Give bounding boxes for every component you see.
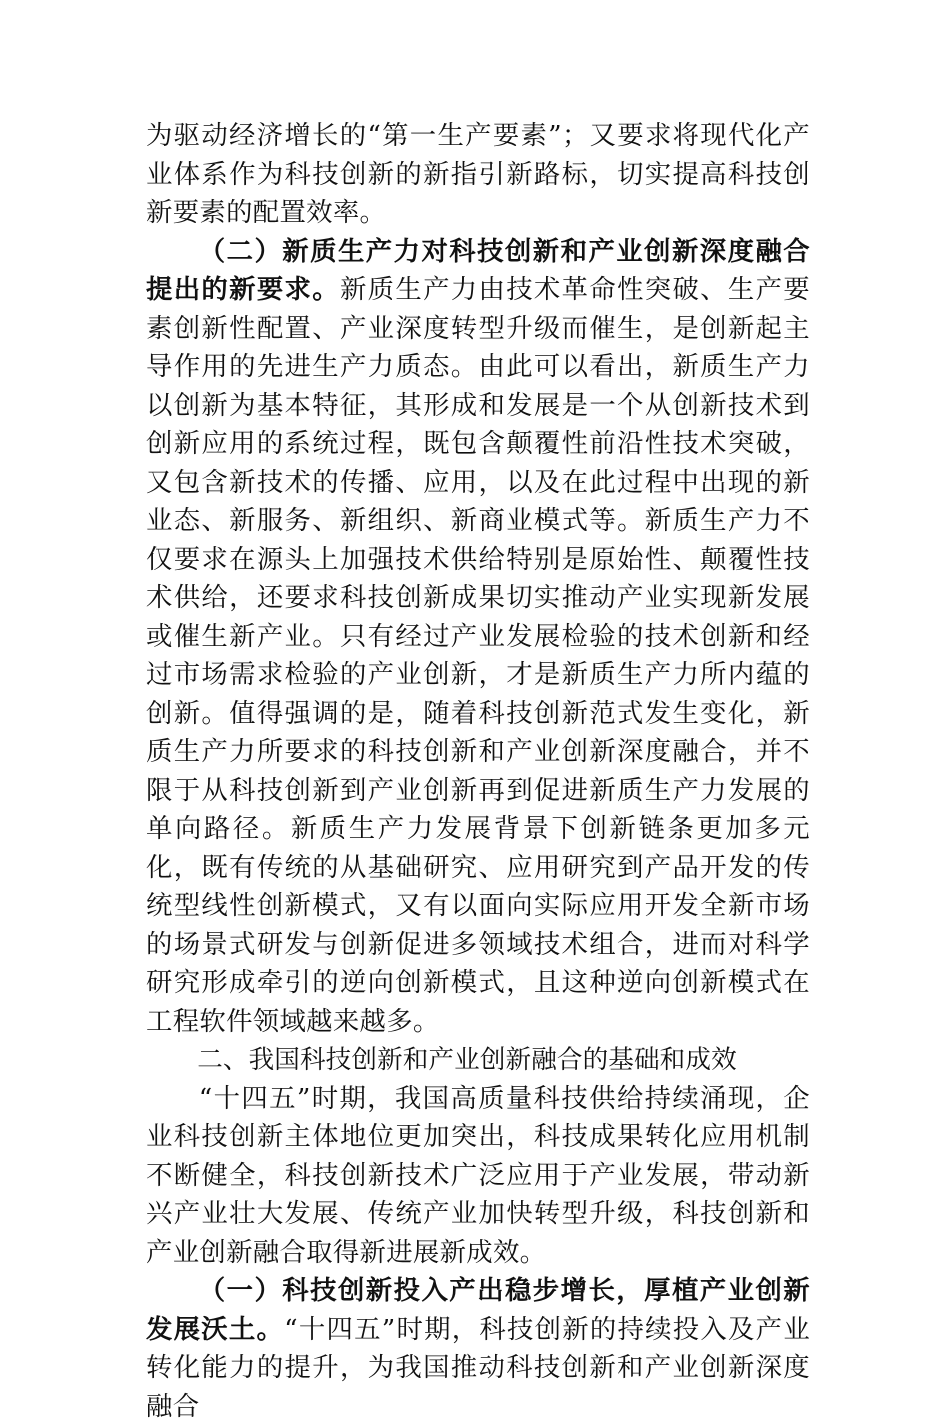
paragraph-continuation bbox=[146, 117, 810, 233]
paragraph-body: “十四五”时期，科技创新的持续投入及产业转化能力的提升，为我国推动科技创新和产业创新深度融合 bbox=[146, 1313, 811, 1422]
paragraph-body: 新质生产力由技术革命性突破、生产要素创新性配置、产业深度转型升级而催生，是创新起主导作用的先进生产力质态。由此可以看出，新质生产力以创新为基本特征，其形成和发展是一个从创新技术到创新应用的系统过程，既包含颠覆性前沿性技术突破，又包含新技术的传播、应用，以及在此过程中出现的新业态、新服务、新组织、新商业模式等。新质生产力不仅要求在源头上加强技术供给特别是原始性、颠覆性技术供给，还要求科技创新成果切实推动产业实现新发展或催生新产业。只有经过产业发展检验的技术创新和经过市场需求检验的产业创新，才是新质生产力所内蕴的创新。值得强调的是，随着科技创新范式发生变化，新质生产力所要求的科技创新和产业创新深度融合，并不限于从科技创新到产业创新再到促进新质生产力发展的单向路径。新质生产力发展背景下创新链条更加多元化，既有传统的从基础研究、应用研究到产品开发的传统型线性创新模式，又有以面向实际应用开发全新市场的场景式研发与创新促进多领域技术组合，进而对科学研究形成牵引的逆向创新模式，且这种逆向创新模式在工程软件领域越来越多。 bbox=[146, 274, 810, 1037]
document-body bbox=[146, 117, 810, 1426]
paragraph-lead-bold: （一）科技创新投入产出稳步增长，厚植产业创新发展沃土。 bbox=[146, 1275, 810, 1345]
paragraph-new-requirements bbox=[146, 233, 810, 1042]
section-heading: 二、我国科技创新和产业创新融合的基础和成效 bbox=[197, 1045, 737, 1075]
paragraph-body: “十四五”时期，我国高质量科技供给持续涌现，企业科技创新主体地位更加突出，科技成果转化应用机制不断健全，科技创新技术广泛应用于产业发展，带动新兴产业壮大发展、传统产业加快转型升级，科技创新和产业创新融合取得新进展新成效。 bbox=[146, 1082, 810, 1268]
paragraph-lead-bold: （二）新质生产力对科技创新和产业创新深度融合提出的新要求。 bbox=[146, 235, 810, 305]
paragraph-fourteenth-five-year bbox=[146, 1080, 810, 1273]
paragraph-body: 为驱动经济增长的“第一生产要素”；又要求将现代化产业体系作为科技创新的新指引新路标，切实提高科技创新要素的配置效率。 bbox=[146, 120, 810, 228]
paragraph-investment-output bbox=[146, 1272, 810, 1426]
